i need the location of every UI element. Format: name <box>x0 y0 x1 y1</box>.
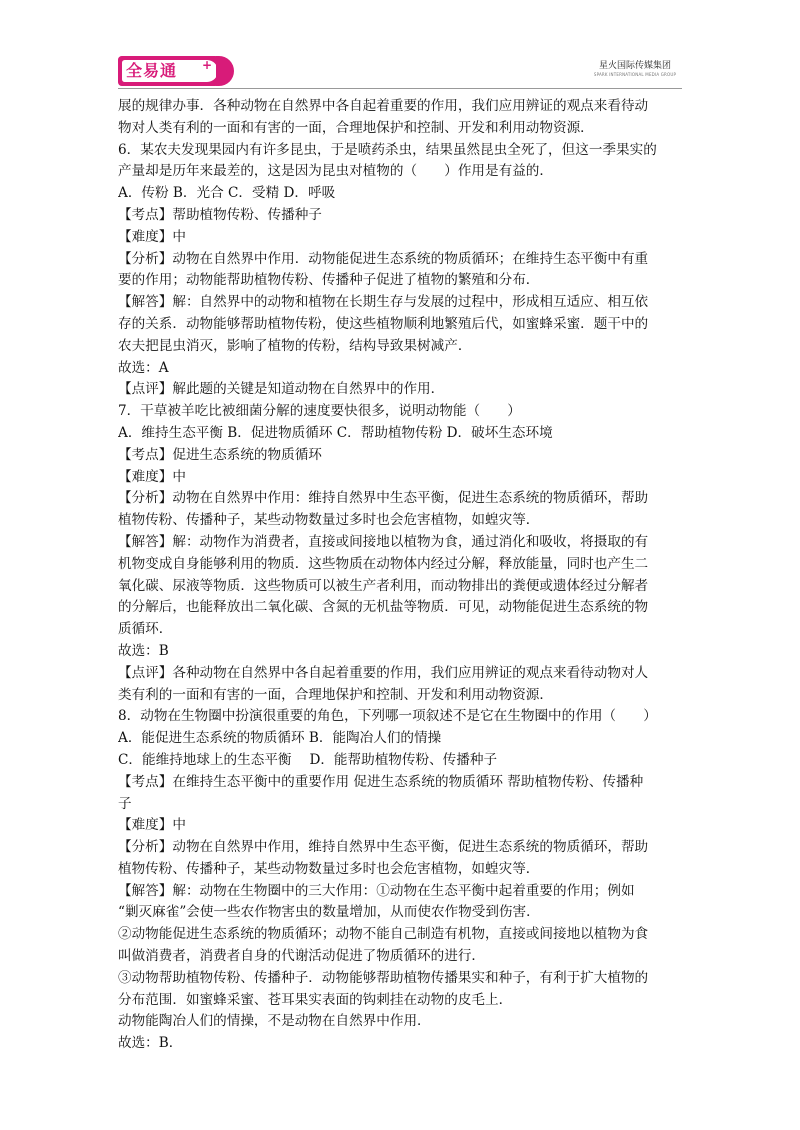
q6-choice: 故选：A <box>118 359 169 376</box>
text-line: 展的规律办事．各种动物在自然界中各自起着重要的作用，我们应用辨证的观点来看待动 <box>118 98 649 114</box>
text-line: ②动物能促进生态系统的物质循环；动物不能自己制造有机物，直接或间接地以植物为食 <box>118 926 649 943</box>
q7-analysis: 【分析】动物在自然界中作用：维持自然界中生态平衡，促进生态系统的物质循环，帮助 <box>118 490 649 507</box>
question-8-options-cd: C．能维持地球上的生态平衡 D．能帮助植物传粉、传播种子 <box>118 751 498 768</box>
q8-difficulty: 【难度】中 <box>118 817 186 834</box>
q6-kaodian: 【考点】帮助植物传粉、传播种子 <box>118 206 322 223</box>
text-line: 质循环． <box>118 621 173 638</box>
text-line: 存的关系．动物能够帮助植物传粉，使这些植物顺利地繁殖后代，如蜜蜂采蜜．题干中的 <box>118 315 649 332</box>
question-6: 6．某农夫发现果园内有许多昆虫，于是喷药杀虫，结果虽然昆虫全死了，但这一季果实的 <box>118 141 657 158</box>
document-body <box>118 96 684 1055</box>
question-8-options-ab: A．能促进生态系统的物质循环 B．能陶冶人们的情操 <box>118 730 442 747</box>
question-7: 7．干草被羊吃比被细菌分解的速度要快很多，说明动物能（ ） <box>118 403 521 420</box>
text-line: 子 <box>118 795 132 812</box>
text-line: 物对人类有利的一面和有害的一面，合理地保护和控制、开发和利用动物资源． <box>118 119 594 136</box>
q6-answer: 【解答】解：自然界中的动物和植物在长期生存与发展的过程中，形成相互适应、相互依 <box>118 294 649 311</box>
text-line: 的分解后，也能释放出二氧化碳、含氮的无机盐等物质．可见，动物能促进生态系统的物 <box>118 599 649 616</box>
question-6-options: A．传粉 B．光合 C．受精 D．呼吸 <box>118 185 336 202</box>
q8-kaodian: 【考点】在维持生态平衡中的重要作用 促进生态系统的物质循环 帮助植物传粉、传播种 <box>118 773 644 790</box>
question-7-options: A．维持生态平衡 B．促进物质循环 C．帮助植物传粉 D．破坏生态环境 <box>118 424 553 441</box>
q7-kaodian: 【考点】促进生态系统的物质循环 <box>118 446 322 463</box>
header-divider <box>118 88 682 89</box>
brand-logo <box>118 56 230 86</box>
text-line: 植物传粉、传播种子，某些动物数量过多时也会危害植物，如蝗灾等． <box>118 512 540 529</box>
text-line: 机物变成自身能够利用的物质．这些物质在动物体内经过分解，释放能量，同时也产生二 <box>118 555 649 572</box>
page-header <box>0 0 800 100</box>
text-line: 产量却是历年来最差的，这是因为昆虫对植物的（ ）作用是有益的． <box>118 163 553 180</box>
text-line: 农夫把昆虫消灭，影响了植物的传粉，结构导致果树减产． <box>118 337 472 354</box>
q6-difficulty: 【难度】中 <box>118 228 186 245</box>
q8-answer: 【解答】解：动物在生物圈中的三大作用：①动物在生态平衡中起着重要的作用；例如 <box>118 882 635 899</box>
brand-logo-plus: + <box>201 58 212 72</box>
text-line: “剿灭麻雀”会使一些农作物害虫的数量增加，从而使农作物受到伤害． <box>118 904 540 921</box>
text-line: 氧化碳、尿液等物质．这些物质可以被生产者利用，而动物排出的粪便或遗体经过分解者 <box>118 577 649 594</box>
text-line: 植物传粉、传播种子，某些动物数量过多时也会危害植物，如蝗灾等． <box>118 860 540 877</box>
q7-comment: 【点评】各种动物在自然界中各自起着重要的作用，我们应用辨证的观点来看待动物对人 <box>118 664 649 681</box>
q8-analysis: 【分析】动物在自然界中作用，维持自然界中生态平衡，促进生态系统的物质循环，帮助 <box>118 839 649 856</box>
question-8: 8．动物在生物圈中扮演很重要的角色，下列哪一项叙述不是它在生物圈中的作用（ ） <box>118 708 657 725</box>
text-line: 类有利的一面和有害的一面，合理地保护和控制、开发和利用动物资源． <box>118 686 553 703</box>
brand-logo-text: 全易通 <box>126 61 178 80</box>
company-name-en: SPARK INTERNATIONAL MEDIA GROUP <box>593 72 677 77</box>
q7-answer: 【解答】解：动物作为消费者，直接或间接地以植物为食，通过消化和吸收，将摄取的有 <box>118 533 649 550</box>
text-line: 分布范围．如蜜蜂采蜜、苍耳果实表面的钩刺挂在动物的皮毛上． <box>118 991 513 1008</box>
q8-choice: 故选：B． <box>118 1035 183 1052</box>
q7-choice: 故选：B <box>118 642 169 659</box>
text-line: ③动物帮助植物传粉、传播种子．动物能够帮助植物传播果实和种子，有利于扩大植物的 <box>118 969 649 986</box>
q6-analysis: 【分析】动物在自然界中作用．动物能促进生态系统的物质循环；在维持生态平衡中有重 <box>118 250 649 267</box>
brand-logo-inner <box>122 60 218 82</box>
q6-comment: 【点评】解此题的关键是知道动物在自然界中的作用． <box>118 381 445 398</box>
company-block <box>590 60 680 78</box>
q7-difficulty: 【难度】中 <box>118 468 186 485</box>
text-line: 要的作用；动物能帮助植物传粉、传播种子促进了植物的繁殖和分布． <box>118 272 540 289</box>
text-line: 叫做消费者，消费者自身的代谢活动促进了物质循环的进行． <box>118 948 486 965</box>
company-name: 星火国际传媒集团 <box>598 61 671 71</box>
text-line: 动物能陶冶人们的情操，不是动物在自然界中作用． <box>118 1013 431 1030</box>
